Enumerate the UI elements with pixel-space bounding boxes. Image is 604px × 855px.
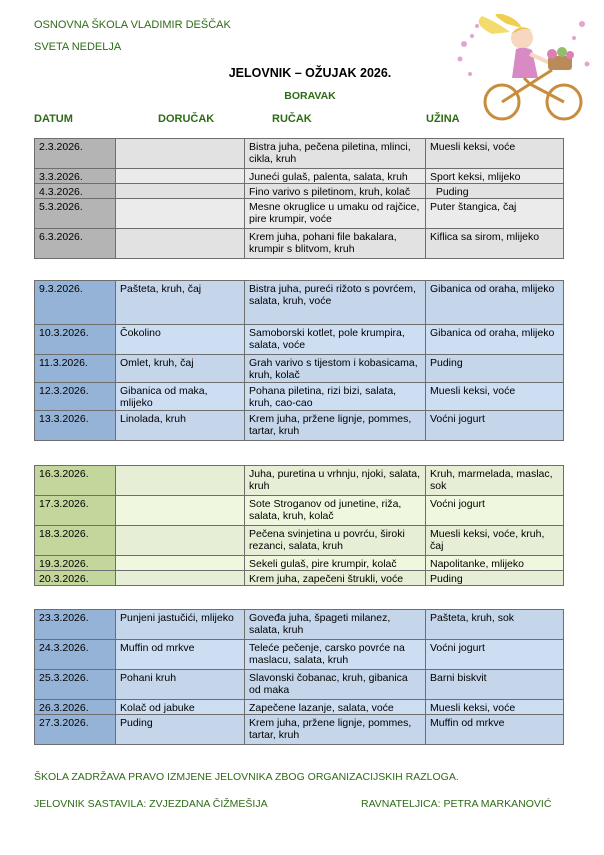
cell-breakfast: Puding [116,715,245,745]
cell-snack: Voćni jogurt [426,496,564,526]
cell-lunch: Juneći gulaš, palenta, salata, kruh [245,169,426,184]
column-header-date: DATUM [34,113,73,125]
cell-breakfast: Omlet, kruh, čaj [116,355,245,383]
cell-date: 12.3.2026. [35,383,116,411]
cell-date: 2.3.2026. [35,139,116,169]
cell-lunch: Teleće pečenje, carsko povrće na maslacu, salata, kruh [245,640,426,670]
cell-snack: Muesli keksi, voće [426,383,564,411]
cell-lunch: Krem juha, zapečeni štrukli, voće [245,571,426,586]
school-place: SVETA NEDELJA [34,41,122,53]
cell-breakfast: Punjeni jastučići, mlijeko [116,610,245,640]
week-2-table [34,280,564,441]
week-4-table [34,609,564,745]
cell-date: 20.3.2026. [35,571,116,586]
girl-on-bicycle-illustration [452,14,592,124]
cell-lunch: Sekeli gulaš, pire krumpir, kolač [245,556,426,571]
table-row [35,496,564,526]
cell-snack: Puding [426,355,564,383]
page-subtitle: BORAVAK [284,90,336,102]
cell-date: 25.3.2026. [35,670,116,700]
cell-snack: Gibanica od oraha, mlijeko [426,325,564,355]
cell-breakfast: Čokolino [116,325,245,355]
cell-breakfast: Linolada, kruh [116,411,245,441]
cell-date: 10.3.2026. [35,325,116,355]
cell-date: 18.3.2026. [35,526,116,556]
cell-breakfast: Pohani kruh [116,670,245,700]
cell-snack: Muesli keksi, voće [426,700,564,715]
cell-breakfast [116,496,245,526]
table-row [35,640,564,670]
cell-snack: Puding [426,184,564,199]
cell-snack: Voćni jogurt [426,411,564,441]
cell-lunch: Grah varivo s tijestom i kobasicama, kruh, kolač [245,355,426,383]
cell-date: 4.3.2026. [35,184,116,199]
cell-snack: Kiflica sa sirom, mlijeko [426,229,564,259]
cell-breakfast [116,139,245,169]
table-row [35,670,564,700]
cell-lunch: Slavonski čobanac, kruh, gibanica od maka [245,670,426,700]
cell-lunch: Fino varivo s piletinom, kruh, kolač [245,184,426,199]
table-row [35,571,564,586]
table-row [35,610,564,640]
cell-breakfast [116,184,245,199]
cell-date: 27.3.2026. [35,715,116,745]
cell-lunch: Juha, puretina u vrhnju, njoki, salata, kruh [245,466,426,496]
page-title: JELOVNIK – OŽUJAK 2026. [228,66,392,80]
cell-snack: Kruh, marmelada, maslac, sok [426,466,564,496]
table-row [35,184,564,199]
table-row [35,199,564,229]
cell-lunch: Zapečene lazanje, salata, voće [245,700,426,715]
cell-snack: Pašteta, kruh, sok [426,610,564,640]
cell-snack: Puter štangica, čaj [426,199,564,229]
cell-date: 19.3.2026. [35,556,116,571]
cell-lunch: Samoborski kotlet, pole krumpira, salata, voće [245,325,426,355]
table-row [35,169,564,184]
cell-lunch: Krem juha, pržene lignje, pommes, tartar, kruh [245,715,426,745]
cell-lunch: Krem juha, pržene lignje, pommes, tartar, kruh [245,411,426,441]
cell-breakfast: Gibanica od maka, mlijeko [116,383,245,411]
cell-lunch: Bistra juha, pečena piletina, mlinci, cikla, kruh [245,139,426,169]
cell-date: 5.3.2026. [35,199,116,229]
cell-snack: Gibanica od oraha, mlijeko [426,281,564,325]
cell-snack: Muffin od mrkve [426,715,564,745]
cell-breakfast [116,169,245,184]
cell-lunch: Krem juha, pohani file bakalara, krumpir s blitvom, kruh [245,229,426,259]
table-row [35,281,564,325]
table-row [35,383,564,411]
cell-lunch: Bistra juha, pureći rižoto s povrćem, salata, kruh, voće [245,281,426,325]
table-row [35,466,564,496]
column-header-snack: UŽINA [426,113,460,125]
cell-date: 3.3.2026. [35,169,116,184]
cell-lunch: Mesne okruglice u umaku od rajčice, pire krumpir, voće [245,199,426,229]
cell-breakfast [116,466,245,496]
table-row [35,325,564,355]
cell-lunch: Pohana piletina, rizi bizi, salata, kruh, cao-cao [245,383,426,411]
cell-date: 17.3.2026. [35,496,116,526]
cell-snack: Muesli keksi, voće [426,139,564,169]
table-row [35,556,564,571]
table-row [35,229,564,259]
table-row [35,355,564,383]
cell-date: 6.3.2026. [35,229,116,259]
column-header-breakfast: DORUČAK [158,113,215,125]
cell-snack: Puding [426,571,564,586]
table-row [35,526,564,556]
cell-date: 16.3.2026. [35,466,116,496]
cell-breakfast [116,199,245,229]
school-name: OSNOVNA ŠKOLA VLADIMIR DEŠČAK [34,19,231,31]
cell-date: 26.3.2026. [35,700,116,715]
cell-breakfast: Pašteta, kruh, čaj [116,281,245,325]
cell-snack: Muesli keksi, voće, kruh, čaj [426,526,564,556]
column-header-lunch: RUČAK [272,113,312,125]
cell-breakfast: Muffin od mrkve [116,640,245,670]
cell-breakfast [116,571,245,586]
cell-lunch: Sote Stroganov od junetine, riža, salata, kruh, kolač [245,496,426,526]
cell-breakfast [116,229,245,259]
week-1-table [34,138,564,259]
cell-date: 24.3.2026. [35,640,116,670]
cell-snack: Voćni jogurt [426,640,564,670]
cell-date: 9.3.2026. [35,281,116,325]
cell-snack: Sport keksi, mlijeko [426,169,564,184]
footer-notice: ŠKOLA ZADRŽAVA PRAVO IZMJENE JELOVNIKA ZBOG ORGANIZACIJSKIH RAZLOGA. [34,771,459,783]
cell-snack: Barni biskvit [426,670,564,700]
cell-lunch: Goveđa juha, špageti milanez, salata, kruh [245,610,426,640]
cell-breakfast: Kolač od jabuke [116,700,245,715]
week-3-table [34,465,564,586]
cell-breakfast [116,556,245,571]
cell-snack: Napolitanke, mlijeko [426,556,564,571]
cell-date: 23.3.2026. [35,610,116,640]
cell-breakfast [116,526,245,556]
footer-principal: RAVNATELJICA: PETRA MARKANOVIĆ [361,798,552,810]
table-row [35,139,564,169]
cell-date: 13.3.2026. [35,411,116,441]
table-row [35,715,564,745]
cell-lunch: Pečena svinjetina u povrću, široki rezanci, salata, kruh [245,526,426,556]
table-row [35,700,564,715]
footer-author: JELOVNIK SASTAVILA: ZVJEZDANA ČIŽMEŠIJA [34,798,268,810]
table-row [35,411,564,441]
cell-date: 11.3.2026. [35,355,116,383]
